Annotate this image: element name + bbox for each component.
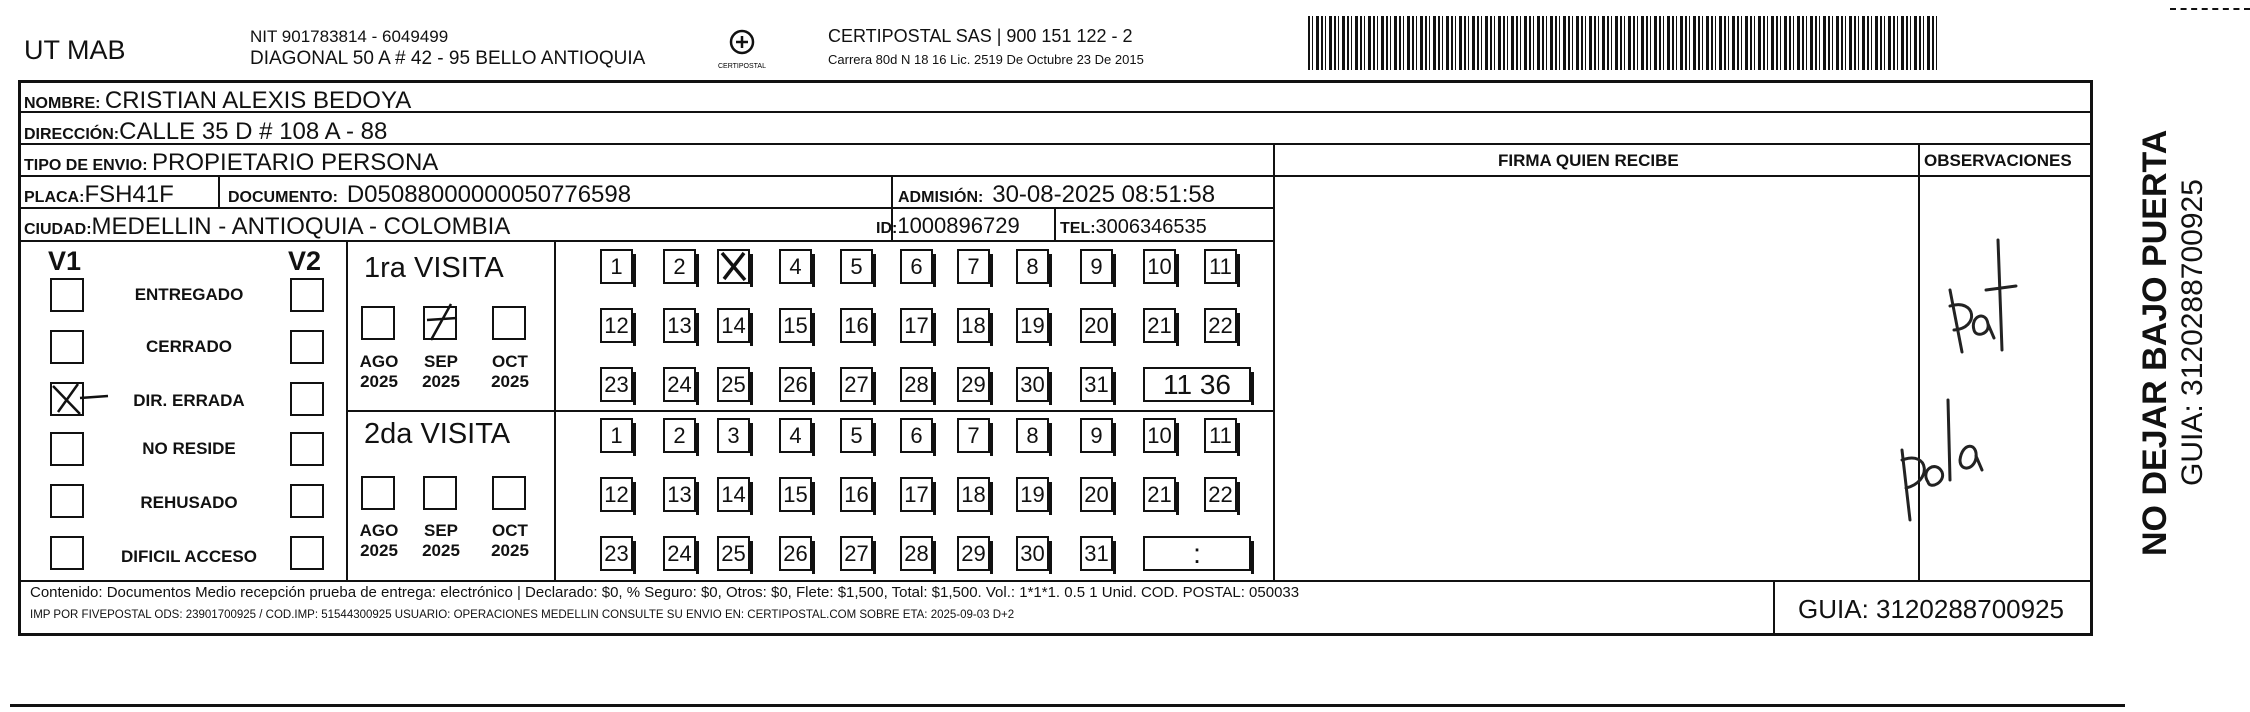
visita2-day-20[interactable]: 20 bbox=[1080, 477, 1113, 512]
visita1-day-1[interactable]: 1 bbox=[600, 249, 633, 284]
visita1-day-7[interactable]: 7 bbox=[957, 249, 990, 284]
v1-checkbox-dir-errada[interactable] bbox=[50, 382, 84, 416]
visita1-day-24[interactable]: 24 bbox=[663, 367, 696, 402]
visita2-day-14[interactable]: 14 bbox=[717, 477, 750, 512]
visita1-day-19[interactable]: 19 bbox=[1016, 308, 1049, 343]
visita1-month-sep-checkbox[interactable] bbox=[423, 306, 457, 340]
visita2-day-13[interactable]: 13 bbox=[663, 477, 696, 512]
carrier-name: CERTIPOSTAL SAS | 900 151 122 - 2 bbox=[828, 26, 1133, 46]
visita2-day-8[interactable]: 8 bbox=[1016, 418, 1049, 453]
v1-label: V1 bbox=[48, 246, 82, 276]
side-guia: GUIA: 3120288700925 bbox=[2176, 179, 2209, 486]
visita1-day-14[interactable]: 14 bbox=[717, 308, 750, 343]
visita2-day-5[interactable]: 5 bbox=[840, 418, 873, 453]
admision-field: ADMISIÓN: 30-08-2025 08:51:58 bbox=[898, 181, 1216, 208]
v1-checkbox-rehusado[interactable] bbox=[50, 484, 84, 518]
visita1-day-22[interactable]: 22 bbox=[1204, 308, 1237, 343]
tel-field: TEL:3006346535 bbox=[1060, 216, 1207, 238]
visita1-day-2[interactable]: 2 bbox=[663, 249, 696, 284]
visita1-day-18[interactable]: 18 bbox=[957, 308, 990, 343]
visita2-day-28[interactable]: 28 bbox=[900, 536, 933, 571]
v2-checkbox-rehusado[interactable] bbox=[290, 484, 324, 518]
v1-checkbox-dificil-acceso[interactable] bbox=[50, 536, 84, 570]
visita2-day-24[interactable]: 24 bbox=[663, 536, 696, 571]
visita2-title: 2da VISITA bbox=[364, 418, 511, 450]
carrier-license: Carrera 80d N 18 16 Lic. 2519 De Octubre 23 De 2015 bbox=[828, 52, 1144, 67]
visita1-day-13[interactable]: 13 bbox=[663, 308, 696, 343]
visita1-month-ago-checkbox[interactable] bbox=[361, 306, 395, 340]
option-entregado: ENTREGADO bbox=[134, 285, 244, 304]
observaciones-header: OBSERVACIONES bbox=[1924, 151, 2072, 170]
option-cerrado: CERRADO bbox=[146, 337, 232, 356]
sender-address: DIAGONAL 50 A # 42 - 95 BELLO ANTIOQUIA bbox=[250, 48, 646, 69]
visita1-day-25[interactable]: 25 bbox=[717, 367, 750, 402]
visita2-month-oct: OCT 2025 bbox=[491, 521, 529, 560]
visita2-month-oct-checkbox[interactable] bbox=[492, 476, 526, 510]
placa-field: PLACA:FSH41F bbox=[24, 181, 174, 208]
nombre-field: NOMBRE: CRISTIAN ALEXIS BEDOYA bbox=[24, 87, 412, 114]
visita1-day-16[interactable]: 16 bbox=[840, 308, 873, 343]
visita2-day-15[interactable]: 15 bbox=[779, 477, 812, 512]
visita1-day-26[interactable]: 26 bbox=[779, 367, 812, 402]
v1-checkbox-entregado[interactable] bbox=[50, 278, 84, 312]
v1-checkbox-cerrado[interactable] bbox=[50, 330, 84, 364]
visita2-day-7[interactable]: 7 bbox=[957, 418, 990, 453]
visita2-day-10[interactable]: 10 bbox=[1143, 418, 1176, 453]
cross-mark-icon bbox=[717, 249, 750, 284]
visita2-day-30[interactable]: 30 bbox=[1016, 536, 1049, 571]
nit: NIT 901783814 - 6049499 bbox=[250, 27, 449, 46]
visita2-day-29[interactable]: 29 bbox=[957, 536, 990, 571]
visita1-day-3[interactable] bbox=[717, 249, 750, 284]
visita2-day-1[interactable]: 1 bbox=[600, 418, 633, 453]
certipostal-logo bbox=[708, 26, 776, 72]
visita1-day-29[interactable]: 29 bbox=[957, 367, 990, 402]
check-mark-icon bbox=[421, 302, 461, 342]
visita2-day-2[interactable]: 2 bbox=[663, 418, 696, 453]
visita1-day-5[interactable]: 5 bbox=[840, 249, 873, 284]
v1-checkbox-no-reside[interactable] bbox=[50, 432, 84, 466]
direccion-field: DIRECCIÓN:CALLE 35 D # 108 A - 88 bbox=[24, 118, 388, 145]
visita1-day-12[interactable]: 12 bbox=[600, 308, 633, 343]
visita2-day-18[interactable]: 18 bbox=[957, 477, 990, 512]
visita2-month-ago-checkbox[interactable] bbox=[361, 476, 395, 510]
visita2-month-ago: AGO 2025 bbox=[359, 521, 399, 560]
visita1-day-21[interactable]: 21 bbox=[1143, 308, 1176, 343]
side-warning: NO DEJAR BAJO PUERTA bbox=[2136, 129, 2174, 556]
v2-checkbox-entregado[interactable] bbox=[290, 278, 324, 312]
v2-checkbox-dificil-acceso[interactable] bbox=[290, 536, 324, 570]
v2-checkbox-dir-errada[interactable] bbox=[290, 382, 324, 416]
visita2-month-sep-checkbox[interactable] bbox=[423, 476, 457, 510]
visita1-day-30[interactable]: 30 bbox=[1016, 367, 1049, 402]
visita1-day-4[interactable]: 4 bbox=[779, 249, 812, 284]
visita1-day-20[interactable]: 20 bbox=[1080, 308, 1113, 343]
option-dificil-acceso: DIFICIL ACCESO bbox=[120, 547, 257, 566]
visita1-day-23[interactable]: 23 bbox=[600, 367, 633, 402]
visita1-day-10[interactable]: 10 bbox=[1143, 249, 1176, 284]
visita1-month-ago: AGO 2025 bbox=[359, 352, 399, 391]
svg-text:CERTIPOSTAL: CERTIPOSTAL bbox=[718, 63, 766, 70]
visita1-day-8[interactable]: 8 bbox=[1016, 249, 1049, 284]
company-name: UT MAB bbox=[24, 35, 126, 65]
visita1-day-28[interactable]: 28 bbox=[900, 367, 933, 402]
visita1-day-31[interactable]: 31 bbox=[1080, 367, 1113, 402]
visita2-day-23[interactable]: 23 bbox=[600, 536, 633, 571]
visita2-day-21[interactable]: 21 bbox=[1143, 477, 1176, 512]
v2-checkbox-no-reside[interactable] bbox=[290, 432, 324, 466]
ciudad-field: CIUDAD:MEDELLIN - ANTIOQUIA - COLOMBIA bbox=[24, 213, 511, 240]
visita2-day-25[interactable]: 25 bbox=[717, 536, 750, 571]
visita2-day-3[interactable]: 3 bbox=[717, 418, 750, 453]
visita2-day-26[interactable]: 26 bbox=[779, 536, 812, 571]
visita1-day-9[interactable]: 9 bbox=[1080, 249, 1113, 284]
visita2-time-box[interactable]: : bbox=[1143, 536, 1251, 571]
barcode bbox=[1308, 16, 1940, 70]
visita1-day-27[interactable]: 27 bbox=[840, 367, 873, 402]
visita2-day-22[interactable]: 22 bbox=[1204, 477, 1237, 512]
visita1-day-6[interactable]: 6 bbox=[900, 249, 933, 284]
id-field: ID:1000896729 bbox=[876, 213, 1020, 238]
visita1-day-17[interactable]: 17 bbox=[900, 308, 933, 343]
visita1-title: 1ra VISITA bbox=[364, 252, 504, 284]
visita2-day-31[interactable]: 31 bbox=[1080, 536, 1113, 571]
visita2-day-6[interactable]: 6 bbox=[900, 418, 933, 453]
visita2-day-27[interactable]: 27 bbox=[840, 536, 873, 571]
visita2-day-12[interactable]: 12 bbox=[600, 477, 633, 512]
visita1-month-oct-checkbox[interactable] bbox=[492, 306, 526, 340]
footer-print-info: IMP POR FIVEPOSTAL ODS: 23901700925 / COD.IMP: 51544300925 USUARIO: OPERACIONES MEDELLIN CONSULTE SU ENVIO EN: CERTIPOSTAL.COM SOBRE ETA: 2025-09-03 D+2 bbox=[30, 609, 1015, 621]
documento-field: DOCUMENTO: D05088000000050776598 bbox=[228, 181, 632, 208]
tipo-envio-field: TIPO DE ENVIO: PROPIETARIO PERSONA bbox=[24, 149, 439, 176]
visita2-day-17[interactable]: 17 bbox=[900, 477, 933, 512]
observaciones-handwriting bbox=[1890, 220, 2020, 540]
footer-content: Contenido: Documentos Medio recepción prueba de entrega: electrónico | Declarado: $0, % Seguro: $0, Otros: $0, Flete: $1,500, Total: $1,500. Vol.: 1*1*1. 0.5 1 Unid. COD. POSTAL: 050033 bbox=[30, 584, 1300, 601]
visita1-month-oct: OCT 2025 bbox=[491, 352, 529, 391]
visita2-day-9[interactable]: 9 bbox=[1080, 418, 1113, 453]
firma-header: FIRMA QUIEN RECIBE bbox=[1498, 151, 1679, 170]
option-rehusado: REHUSADO bbox=[140, 493, 238, 512]
option-no-reside: NO RESIDE bbox=[142, 439, 236, 458]
visita1-time-box[interactable]: 11 36 bbox=[1143, 367, 1251, 402]
v2-checkbox-cerrado[interactable] bbox=[290, 330, 324, 364]
visita2-day-19[interactable]: 19 bbox=[1016, 477, 1049, 512]
visita1-day-15[interactable]: 15 bbox=[779, 308, 812, 343]
visita1-month-sep: SEP 2025 bbox=[422, 352, 460, 391]
visita2-day-16[interactable]: 16 bbox=[840, 477, 873, 512]
visita1-day-11[interactable]: 11 bbox=[1204, 249, 1237, 284]
v2-label: V2 bbox=[288, 246, 322, 276]
visita2-month-sep: SEP 2025 bbox=[422, 521, 460, 560]
visita2-day-11[interactable]: 11 bbox=[1204, 418, 1237, 453]
option-dir-errada: DIR. ERRADA bbox=[133, 391, 245, 410]
visita2-day-4[interactable]: 4 bbox=[779, 418, 812, 453]
footer-guia: GUIA: 3120288700925 bbox=[1798, 594, 2064, 624]
